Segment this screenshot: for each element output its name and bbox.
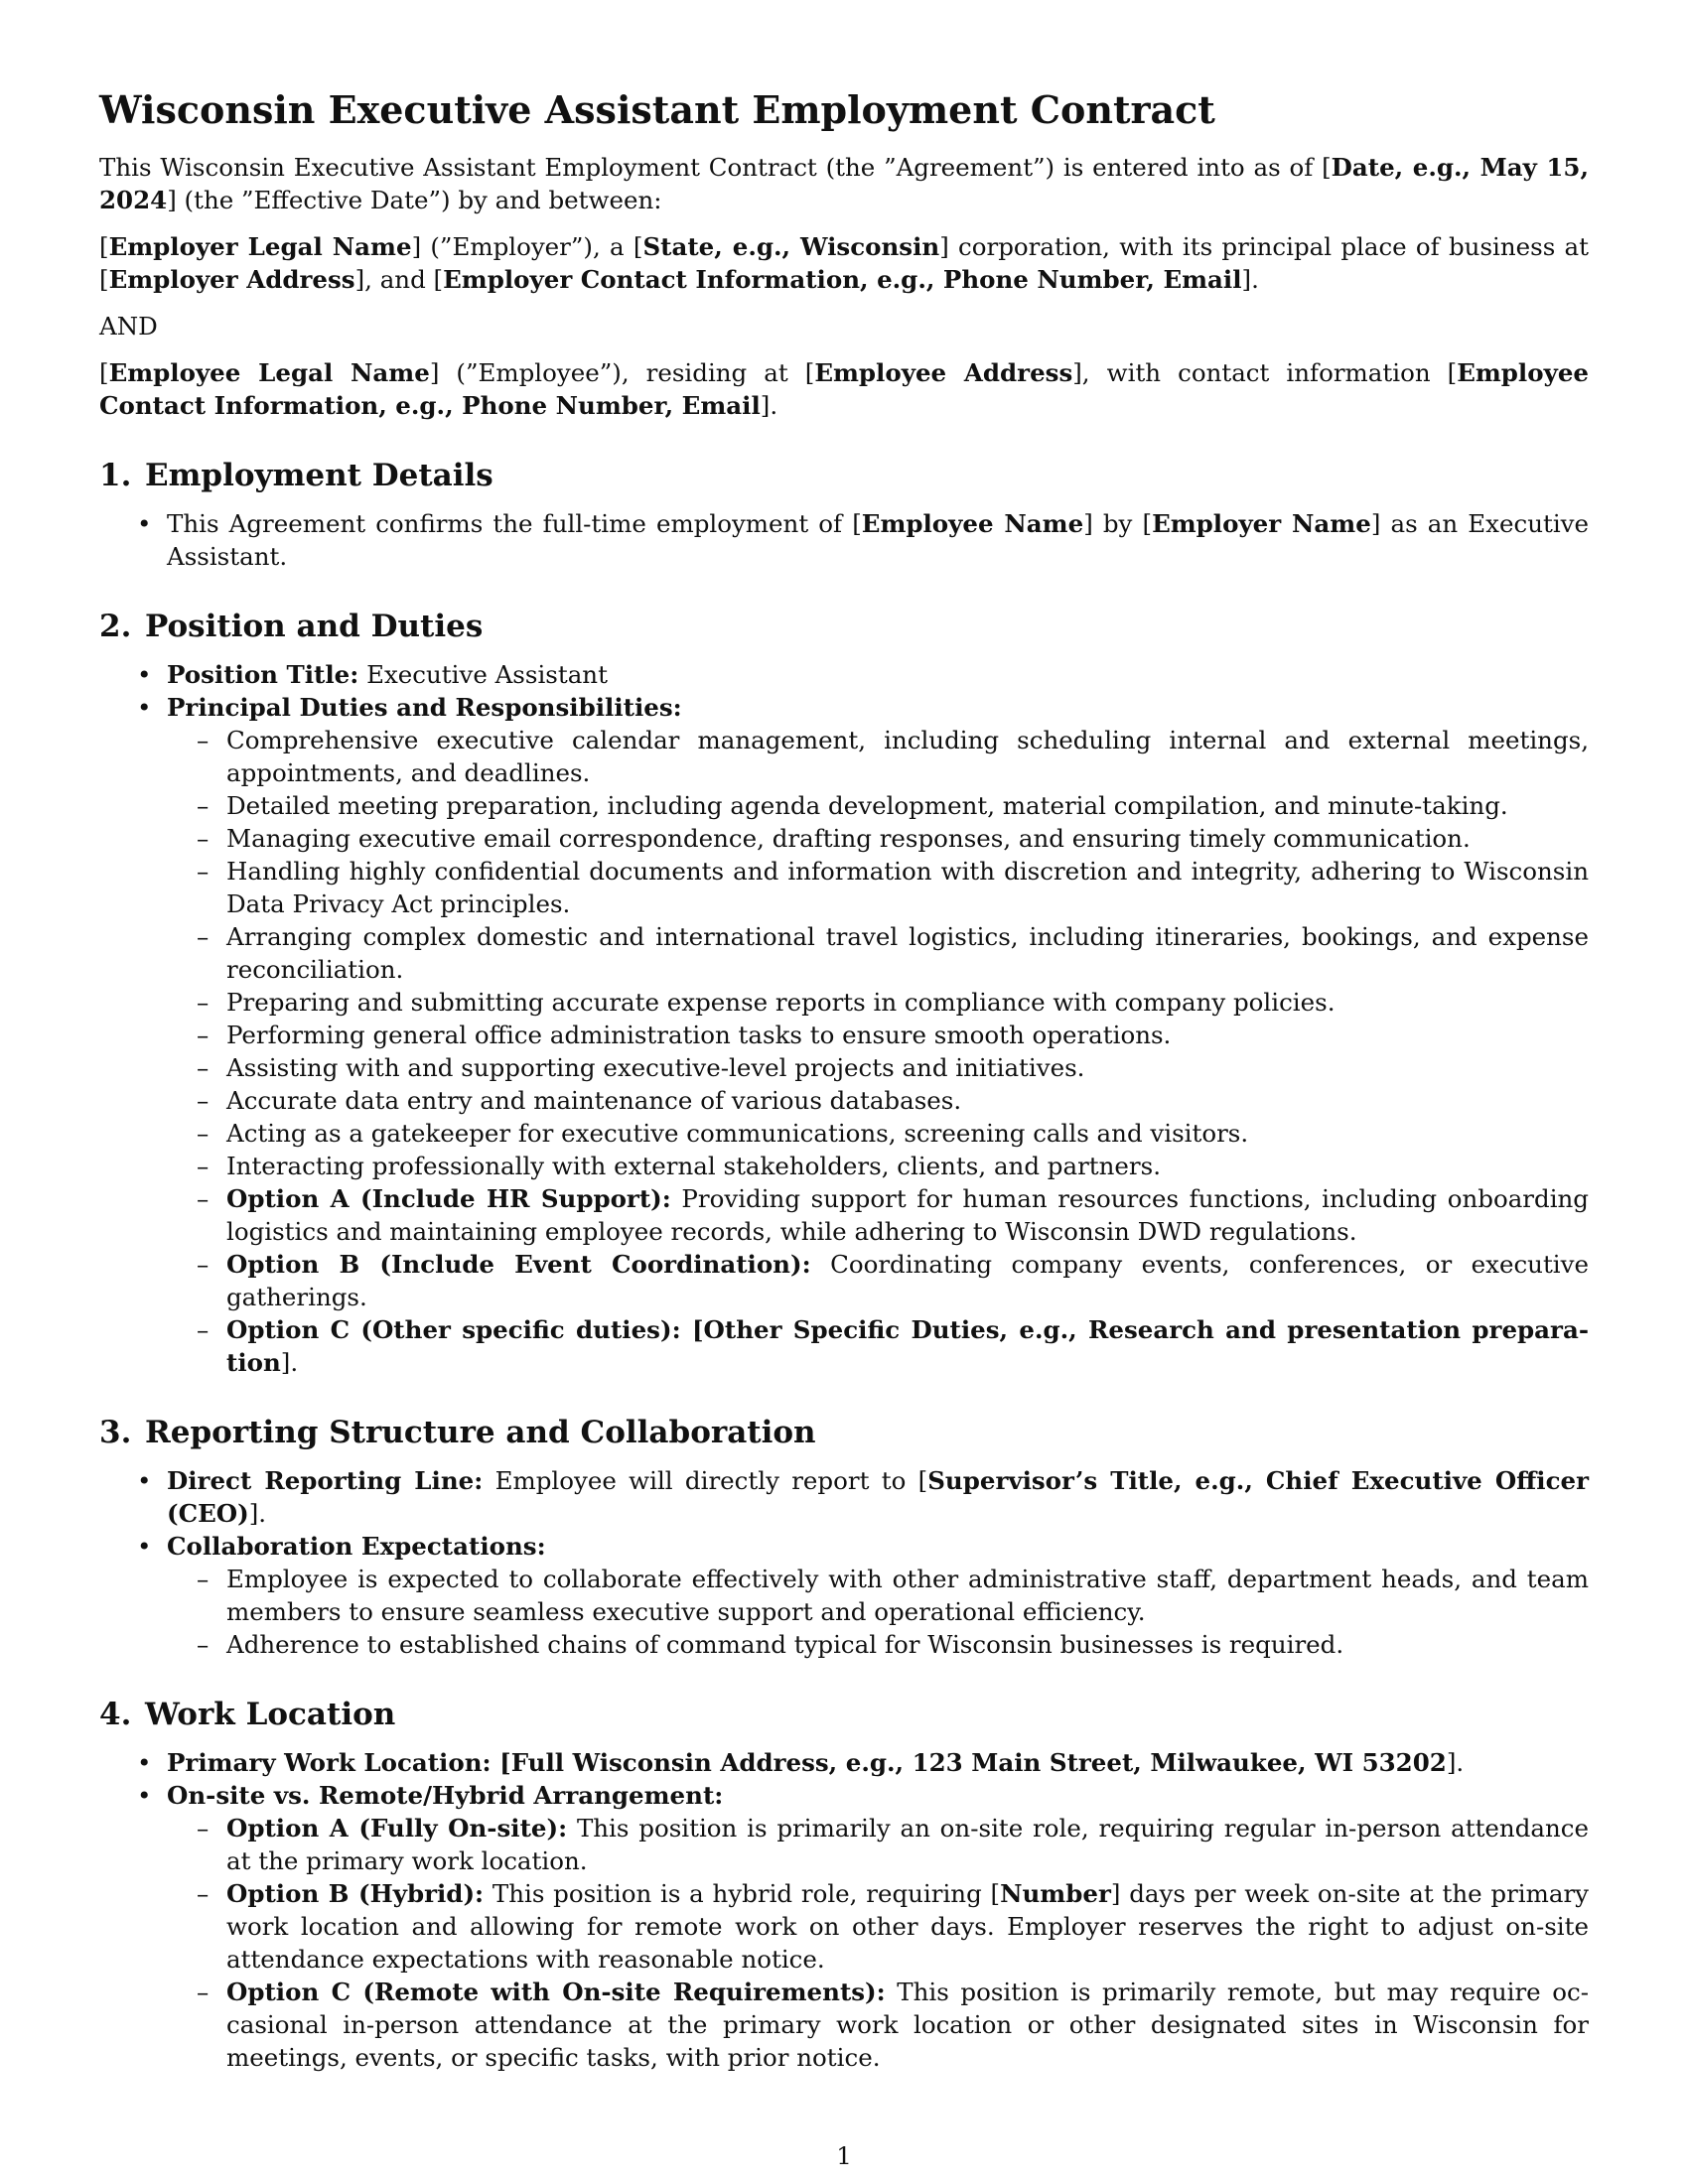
supervisor-title-placeholder: Supervisor’s Title, e.g., Chief Executive Officer (CEO) (167, 1466, 1589, 1528)
position-title-label: Position Title: (167, 660, 359, 689)
duty-option-b (226, 1248, 1589, 1313)
number-placeholder: Number (1000, 1879, 1111, 1908)
arrangement-sublist (167, 1812, 1589, 2074)
list-item (167, 658, 1589, 691)
collaboration-label: Collaboration Expectations: (167, 1532, 546, 1561)
list-text: ] by [ (1083, 509, 1153, 538)
list-text: ]. (248, 1499, 267, 1528)
duty-item: – Arranging complex domestic and international travel logistics, including itineraries, bookings, and expense reconciliation. (226, 920, 1589, 986)
duties-sublist (167, 724, 1589, 1379)
collaboration-sublist (167, 1563, 1589, 1661)
location-option-c (226, 1976, 1589, 2074)
option-text: Providing support for human resources functions, including onboarding logistics and maintaining employee records, while adhering to Wisconsin DWD regulations. (226, 1184, 1589, 1246)
duty-item: – Handling highly confidential documents and information with discretion and integrity, adhering to Wisconsin Data Privacy Act principles. (226, 855, 1589, 920)
option-label: Option B (Include Event Coordination): (226, 1250, 811, 1279)
duty-item: – Accurate data entry and maintenance of various databases. (226, 1084, 1589, 1117)
section-heading-reporting-structure (99, 1413, 1589, 1452)
list-text: ] as an Executive Assistant. (167, 509, 1589, 571)
location-option-b (226, 1877, 1589, 1976)
page-number: 1 (836, 2141, 852, 2170)
section-title: Employment Details (145, 458, 493, 493)
duty-item: – Acting as a gatekeeper for executive communications, screening calls and visitors. (226, 1117, 1589, 1150)
duty-item: – Performing general office administration tasks to ensure smooth operations. (226, 1019, 1589, 1051)
section-number: 2. (99, 609, 132, 644)
section-heading-position-duties (99, 607, 1589, 646)
employee-contact-placeholder: Employee Contact Information, e.g., Phone Number, Email (99, 358, 1589, 420)
intro-text: [ (99, 232, 109, 261)
section-title: Work Location (145, 1697, 396, 1732)
position-duties-list (99, 658, 1589, 1379)
address-placeholder: Full Wisconsin Address, e.g., 123 Main Street, Milwaukee, WI 53202 (510, 1748, 1447, 1777)
section-number: 3. (99, 1415, 132, 1450)
list-text: Employee will directly report to [ (483, 1466, 928, 1495)
arrangement-label: On-site vs. Remote/Hybrid Arrangement: (167, 1781, 724, 1810)
intro-text: ] (”Employer”), a [ (411, 232, 643, 261)
duty-item: – Interacting professionally with external stakeholders, clients, and partners. (226, 1150, 1589, 1182)
section-number: 1. (99, 458, 132, 493)
employer-address-placeholder: Employer Address (108, 265, 355, 294)
section-title: Reporting Structure and Collaboration (145, 1415, 816, 1450)
option-label: Option B (Hybrid): (226, 1879, 485, 1908)
option-text: This position is primarily an on-site role, requiring regular in-person attendance at the primary work location. (226, 1814, 1590, 1875)
option-text: This position is a hybrid role, requiring [ (484, 1879, 1001, 1908)
option-label: Option C (Other specific duties): (226, 1315, 681, 1344)
employee-name-placeholder: Employee Name (861, 509, 1084, 538)
primary-location-label: Primary Work Location: (167, 1748, 492, 1777)
list-text: [ (491, 1748, 511, 1777)
duty-item: – Assisting with and supporting executive-level projects and initiatives. (226, 1051, 1589, 1084)
option-text: ] days per week on-site at the primary work location and allowing for remote work on other days. Employer reserves the right to adjust on-site attendance expectations with reasonable notice. (226, 1879, 1590, 1974)
duty-item: – Managing executive email correspondence, drafting responses, and ensuring timely communication. (226, 822, 1589, 855)
option-label: Option A (Include HR Support): (226, 1184, 671, 1213)
employer-name-placeholder: Employer Legal Name (108, 232, 412, 261)
intro-paragraph-employer (99, 230, 1589, 296)
duty-item: – Comprehensive executive calendar management, including scheduling internal and external meetings, appointments, and deadlines. (226, 724, 1589, 789)
intro-text: ], with contact information [ (1072, 358, 1458, 387)
employment-details-list (99, 507, 1589, 573)
position-title-value: Executive Assistant (358, 660, 608, 689)
list-item (167, 507, 1589, 573)
option-text: ]. (280, 1348, 299, 1377)
duty-option-c (226, 1313, 1589, 1379)
employee-address-placeholder: Employee Address (814, 358, 1073, 387)
option-label: Option A (Fully On-site): (226, 1814, 568, 1843)
location-option-a (226, 1812, 1589, 1877)
list-item (167, 1464, 1589, 1530)
list-item (167, 691, 1589, 1379)
other-duties-placeholder: Other Specific Duties, e.g., Research and presentation preparation (226, 1315, 1589, 1377)
collaboration-item: – Employee is expected to collaborate effectively with other administrative staff, department heads, and team members to ensure seamless executive support and operational efficiency. (226, 1563, 1589, 1628)
effective-date-placeholder: Date, e.g., May 15, 2024 (99, 153, 1589, 214)
intro-paragraph-agreement (99, 151, 1589, 216)
employer-name-placeholder: Employer Name (1152, 509, 1371, 538)
section-title: Position and Duties (145, 609, 484, 644)
employer-contact-placeholder: Employer Contact Information, e.g., Phone Number, Email (443, 265, 1242, 294)
section-heading-work-location (99, 1695, 1589, 1734)
section-number: 4. (99, 1697, 132, 1732)
option-text: Coordinating company events, conferences, or executive gatherings. (226, 1250, 1589, 1311)
option-text: This position is primarily remote, but may require occasional in-person attendance at the primary work location or other designated sites in Wisconsin for meetings, events, or specific tasks, with prior notice. (226, 1978, 1589, 2072)
intro-text: ] corporation, with its principal place of business at [ (99, 232, 1589, 294)
duty-option-a (226, 1182, 1589, 1248)
intro-text: ]. (1241, 265, 1259, 294)
document-title: Wisconsin Executive Assistant Employment Contract (99, 87, 1215, 132)
option-label: Option C (Remote with On-site Requirements): (226, 1978, 886, 2006)
list-item (167, 1530, 1589, 1661)
intro-text: ], and [ (354, 265, 444, 294)
state-placeholder: State, e.g., Wisconsin (642, 232, 940, 261)
option-text: [ (680, 1315, 704, 1344)
intro-and: AND (99, 312, 158, 341)
list-text: This Agreement confirms the full-time employment of [ (167, 509, 862, 538)
list-text: ]. (1446, 1748, 1465, 1777)
employee-name-placeholder: Employee Legal Name (108, 358, 430, 387)
document-page (99, 87, 1589, 2074)
direct-reporting-label: Direct Reporting Line: (167, 1466, 484, 1495)
list-item (167, 1779, 1589, 2074)
intro-text: This Wisconsin Executive Assistant Employment Contract (the ”Agreement”) is entered into as of [ (99, 153, 1332, 182)
intro-text: [ (99, 358, 109, 387)
intro-text: ] (the ”Effective Date”) by and between: (167, 186, 662, 214)
duty-item: – Detailed meeting preparation, including agenda development, material compilation, and minute-taking. (226, 789, 1589, 822)
duties-label: Principal Duties and Responsibilities: (167, 693, 682, 722)
section-heading-employment-details (99, 456, 1589, 495)
list-item (167, 1746, 1589, 1779)
intro-text: ] (”Employee”), residing at [ (429, 358, 815, 387)
reporting-structure-list (99, 1464, 1589, 1661)
intro-paragraph-employee (99, 356, 1589, 422)
intro-text: ]. (760, 391, 778, 420)
duty-item: – Preparing and submitting accurate expense reports in compliance with company policies. (226, 986, 1589, 1019)
collaboration-item: – Adherence to established chains of command typical for Wisconsin businesses is required. (226, 1628, 1589, 1661)
work-location-list (99, 1746, 1589, 2074)
